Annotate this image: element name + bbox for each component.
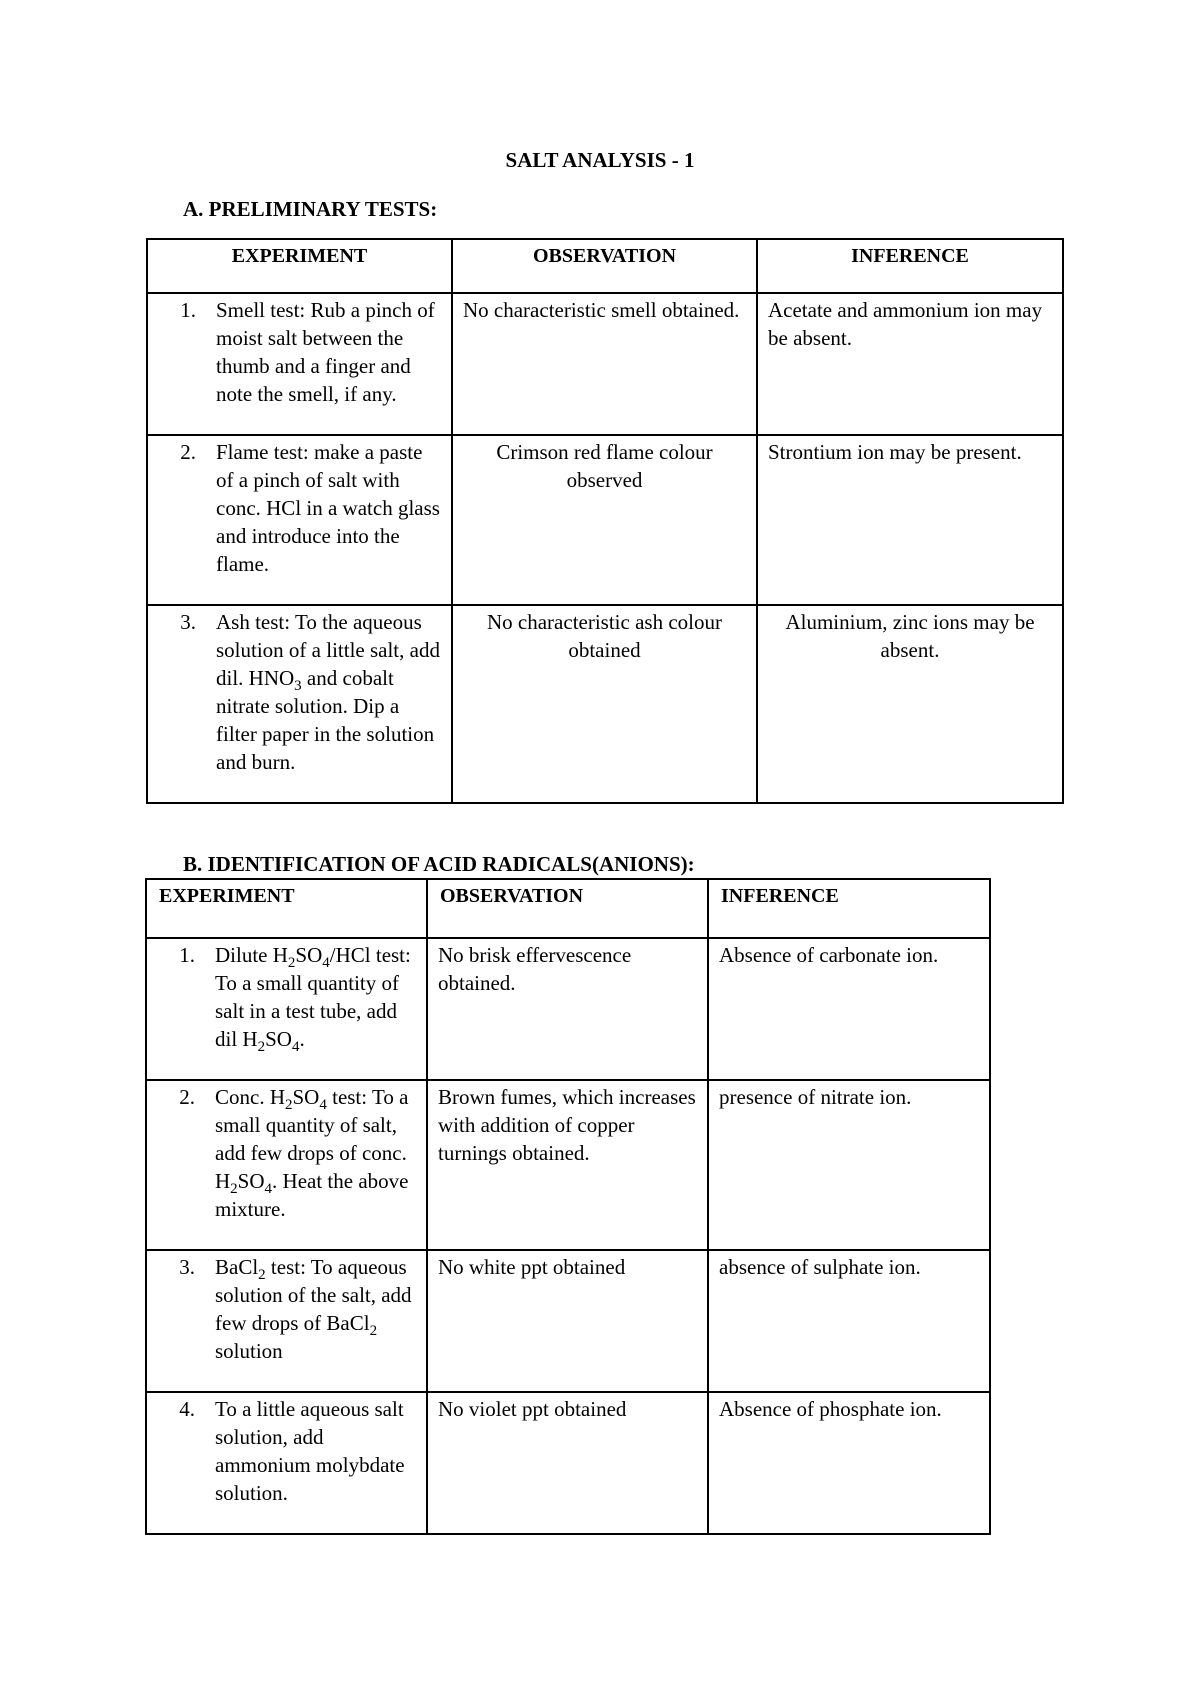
observation-cell: Crimson red flame colour observed xyxy=(452,435,757,605)
observation-cell: Brown fumes, which increases with addition of copper turnings obtained. xyxy=(427,1080,708,1250)
column-header-observation: OBSERVATION xyxy=(452,239,757,293)
table-header-row xyxy=(147,239,1063,293)
row-number: 4. xyxy=(179,1397,195,1421)
table-row xyxy=(147,605,1063,803)
observation-cell: No characteristic ash colour obtained xyxy=(452,605,757,803)
inference-cell: absence of sulphate ion. xyxy=(708,1250,990,1392)
row-number: 2. xyxy=(179,1085,195,1109)
row-number: 3. xyxy=(180,610,196,634)
experiment-text: To a little aqueous salt solution, add ammonium molybdate solution. xyxy=(215,1397,405,1505)
experiment-cell xyxy=(146,1080,427,1250)
observation-cell: No violet ppt obtained xyxy=(427,1392,708,1534)
experiment-cell xyxy=(146,1250,427,1392)
inference-cell: Absence of carbonate ion. xyxy=(708,938,990,1080)
experiment-cell xyxy=(146,1392,427,1534)
observation-cell: No characteristic smell obtained. xyxy=(452,293,757,435)
table-row xyxy=(147,435,1063,605)
table-header-row xyxy=(146,879,990,938)
row-number: 3. xyxy=(179,1255,195,1279)
observation-cell: No white ppt obtained xyxy=(427,1250,708,1392)
section-a-heading: A. PRELIMINARY TESTS: xyxy=(183,197,438,221)
experiment-cell xyxy=(147,293,452,435)
experiment-cell xyxy=(146,938,427,1080)
acid-radicals-table xyxy=(145,878,991,1535)
inference-cell: presence of nitrate ion. xyxy=(708,1080,990,1250)
inference-cell: Strontium ion may be present. xyxy=(757,435,1063,605)
observation-cell: No brisk effervescence obtained. xyxy=(427,938,708,1080)
row-number: 2. xyxy=(180,440,196,464)
inference-cell: Aluminium, zinc ions may be absent. xyxy=(757,605,1063,803)
column-header-experiment: EXPERIMENT xyxy=(146,879,427,938)
experiment-text: Smell test: Rub a pinch of moist salt between the thumb and a finger and note the smell, if any. xyxy=(216,298,435,406)
column-header-experiment: EXPERIMENT xyxy=(147,239,452,293)
column-header-inference: INFERENCE xyxy=(757,239,1063,293)
table-row xyxy=(147,293,1063,435)
row-number: 1. xyxy=(180,298,196,322)
section-b-heading: B. IDENTIFICATION OF ACID RADICALS(ANIONS): xyxy=(183,852,695,876)
row-number: 1. xyxy=(179,943,195,967)
inference-cell: Acetate and ammonium ion may be absent. xyxy=(757,293,1063,435)
experiment-cell xyxy=(147,605,452,803)
table-row xyxy=(146,1392,990,1534)
table-row xyxy=(146,1250,990,1392)
experiment-text: Ash test: To the aqueous solution of a little salt, add dil. $HNO_3$ and cobalt nitrate solution. Dip a filter paper in the solution and burn. xyxy=(216,610,440,774)
column-header-inference: INFERENCE xyxy=(708,879,990,938)
experiment-cell xyxy=(147,435,452,605)
table-row xyxy=(146,1080,990,1250)
page-title: SALT ANALYSIS - 1 xyxy=(505,148,695,172)
inference-cell: Absence of phosphate ion. xyxy=(708,1392,990,1534)
experiment-text: Conc. $H_2SO_4$ test: To a small quantity of salt, add few drops of conc. $H_2SO_4$. Heat the above mixture. xyxy=(215,1085,409,1221)
experiment-text: BaCl$_2$ test: To aqueous solution of the salt, add few drops of BaCl$_2$ solution xyxy=(215,1255,412,1363)
experiment-text: Dilute $H_2SO_4$/HCl test: To a small quantity of salt in a test tube, add dil $H_2SO_4$. xyxy=(215,943,411,1056)
experiment-text: Flame test: make a paste of a pinch of salt with conc. HCl in a watch glass and introduce into the flame. xyxy=(216,440,440,576)
column-header-observation: OBSERVATION xyxy=(427,879,708,938)
preliminary-tests-table xyxy=(146,238,1064,804)
table-row xyxy=(146,938,990,1080)
